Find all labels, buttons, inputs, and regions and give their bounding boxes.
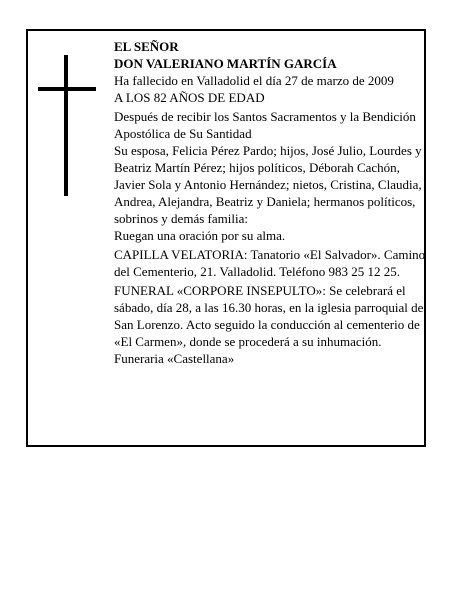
chapel-text: CAPILLA VELATORIA: Tanatorio «El Salvador». Camino del Cementerio, 21. Valladolid. Teléfono 983 25 12 25. xyxy=(114,247,426,279)
obituary-title: EL SEÑOR xyxy=(114,39,179,54)
death-line: Ha fallecido en Valladolid el día 27 de marzo de 2009 xyxy=(114,73,394,88)
cross-icon xyxy=(64,55,68,196)
prayer-text: Ruegan una oración por su alma. xyxy=(114,228,286,243)
cross-icon-crossbar xyxy=(38,87,96,91)
obituary-text xyxy=(114,38,426,367)
deceased-name: DON VALERIANO MARTÍN GARCÍA xyxy=(114,56,337,71)
sacraments-text: Después de recibir los Santos Sacramentos y la Bendición Apostólica de Su Santidad xyxy=(114,109,416,141)
funeral-home: Funeraria «Castellana» xyxy=(114,351,235,366)
funeral-text: FUNERAL «CORPORE INSEPULTO»: Se celebrará el sábado, día 28, a las 16.30 horas, en la iglesia parroquial de San Lorenzo. Acto seguido la conducción al cementerio de «El Carmen», donde se procederá a su inhumación. xyxy=(114,283,424,349)
family-text: Su esposa, Felicia Pérez Pardo; hijos, José Julio, Lourdes y Beatriz Martín Pérez; hijos políticos, Déborah Cachón, Javier Sola y Antonio Hernández; nietos, Cristina, Claudia, Andrea, Alejandra, Beatriz y Daniela; hermanos políticos, sobrinos y demás familia: xyxy=(114,143,422,226)
age-line: A LOS 82 AÑOS DE EDAD xyxy=(114,90,265,105)
